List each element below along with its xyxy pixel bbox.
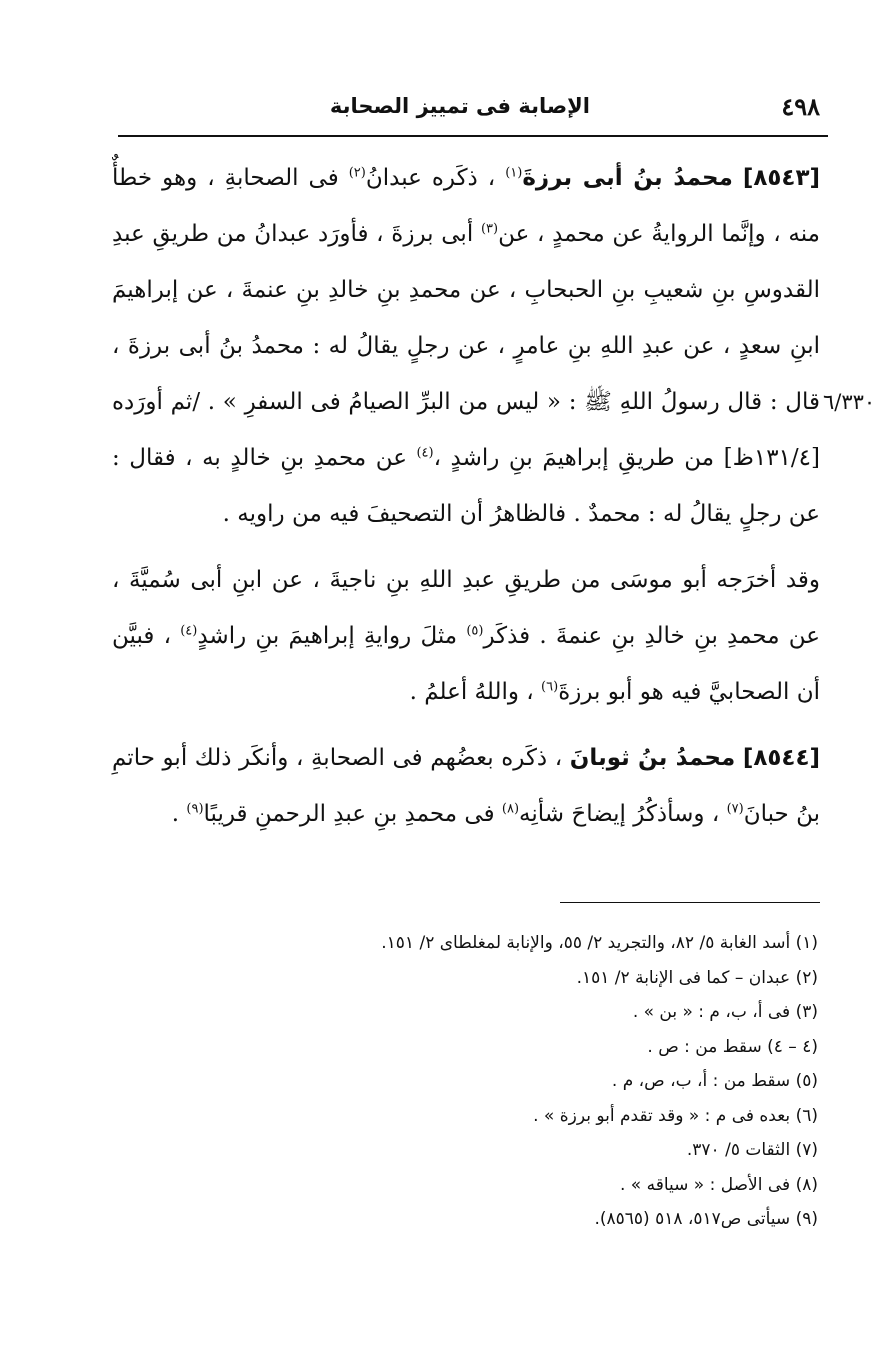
footnote: (١) أسد الغابة ٥/ ٨٢، والتجريد ٢/ ٥٥، والإنابة لمغلطاى ٢/ ١٥١.	[381, 933, 818, 953]
entry-8543-continuation	[112, 552, 820, 720]
footnote-ref: (٤)	[180, 623, 198, 639]
entry-8544	[112, 730, 820, 842]
entry-text: .	[171, 801, 180, 827]
footnote: (٦) بعده فى م : « وقد تقدم أبو برزة » .	[533, 1105, 818, 1126]
footnote-ref: (٥)	[466, 623, 484, 639]
page-header	[118, 92, 828, 126]
running-title: الإصابة فى تمييز الصحابة	[329, 94, 590, 118]
entry-text: فى محمدِ بنِ عبدِ الرحمنِ قريبًا	[203, 801, 495, 827]
footnote: (٩) سيأتى ص٥١٧، ٥١٨ (٨٥٦٥).	[594, 1209, 818, 1229]
footnote-ref: (٤)	[416, 445, 434, 461]
footnote: (٧) الثقات ٥/ ٣٧٠.	[686, 1140, 818, 1160]
main-text	[112, 150, 820, 842]
footnote-divider	[560, 902, 820, 903]
margin-reference: ٦/٣٣٠	[823, 390, 876, 414]
entry-text: ، وسأذكُرُ إيضاحَ شأنِه	[519, 801, 720, 827]
footnotes	[300, 926, 818, 1237]
footnote: (٥) سقط من : أ، ب، ص، م .	[611, 1071, 818, 1091]
footnote-ref: (٧)	[726, 801, 744, 817]
entry-8543	[112, 150, 820, 542]
header-divider	[118, 135, 828, 137]
footnote-ref: (٦)	[541, 679, 559, 695]
entry-text: أبى برزةَ ، فأورَد عبدانُ من طريقِ عبدِ القدوسِ بنِ شعيبِ بنِ الحبحابِ ، عن محمدِ بنِ خالدِ بنِ عنمةَ ، عن إبراهيمَ ابنِ سعدٍ ، عن عبدِ اللهِ بنِ عامرٍ ، عن رجلٍ يقالُ له : محمدُ بنُ أبى برزةَ ، قال : قال رسولُ اللهِ ﷺ : « ليس من البرِّ الصيامُ فى السفرِ » . /ثم أورَده [١٣١/٤ظ] من طريقِ إبراهيمَ بنِ راشدٍ ،	[112, 221, 820, 471]
footnote-ref: (٢)	[348, 165, 366, 181]
page-number: ٤٩٨	[781, 92, 820, 121]
footnote-ref: (٩)	[186, 801, 204, 817]
entry-text: عن محمدِ بنِ خالدٍ به ، فقال : عن رجلٍ يقالُ له : محمدٌ . فالظاهرُ أن التصحيفَ فيه من راويه .	[112, 445, 820, 527]
entry-text: ، واللهُ أعلمُ .	[409, 679, 534, 705]
footnote: (٨) فى الأصل : « سياقه » .	[620, 1174, 818, 1195]
entry-name: محمدُ بنُ أبى برزةَ	[522, 165, 733, 191]
footnote: (٤ – ٤) سقط من : ص .	[647, 1036, 818, 1057]
footnote: (٢) عبدان – كما فى الإنابة ٢/ ١٥١.	[576, 967, 818, 988]
entry-number: [٨٥٤٤]	[742, 745, 821, 771]
entry-number: [٨٥٤٣]	[742, 165, 821, 191]
footnote: (٣) فى أ، ب، م : « بن » .	[632, 1002, 818, 1022]
entry-text: ، ذكَره عبدانُ	[365, 165, 496, 191]
entry-text: ، ذكَره بعضُهم فى الصحابةِ ، وأنكَر ذلك أبو حاتمِ بنُ حبانَ	[112, 745, 820, 827]
entry-text: مثلَ روايةِ إبراهيمَ بنِ راشدٍ	[197, 623, 458, 649]
footnote-ref: (٨)	[501, 801, 520, 817]
entry-text: ، فبيَّن أن الصحابيَّ فيه هو أبو برزةَ	[112, 623, 820, 705]
entry-text: وقد أخرَجه أبو موسَى من طريقِ عبدِ اللهِ بنِ ناجيةَ ، عن ابنِ أبى سُميَّةَ ، عن محمدِ بنِ خالدِ بنِ عنمةَ . فذكَر	[112, 567, 821, 649]
entry-name: محمدُ بنُ ثوبانَ	[569, 745, 736, 771]
footnote-ref: (٣)	[480, 221, 499, 237]
entry-text: فى الصحابةِ ، وهو خطأٌ منه ، وإنَّما الروايةُ عن محمدٍ ، عن	[112, 165, 820, 247]
footnote-ref: (١)	[505, 165, 523, 181]
